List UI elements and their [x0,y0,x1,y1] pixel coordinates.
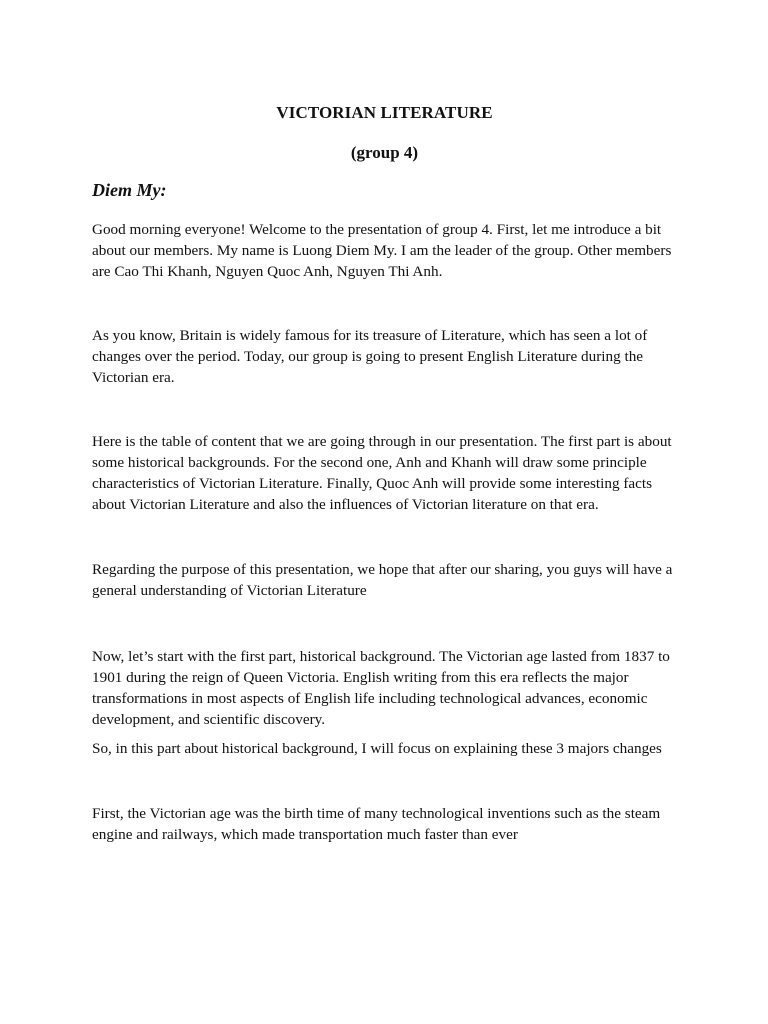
paragraph-context: As you know, Britain is widely famous for its treasure of Literature, which has seen a lot of changes over the period. Today, our group is going to present English Literature during the Victorian era. [92,327,648,386]
paragraph-purpose: Regarding the purpose of this presentation, we hope that after our sharing, you guys will have a general understanding of Victorian Literature [92,561,673,599]
document-subtitle: (group 4) [350,143,419,162]
document-title: VICTORIAN LITERATURE [276,103,493,122]
paragraph-table-of-contents: Here is the table of content that we are going through in our presentation. The first part is about some historical backgrounds. For the second one, Anh and Khanh will draw some principle characteristics of Victorian Literature. Finally, Quoc Anh will provide some interesting facts about Victorian Literature and also the influences of Victorian literature on that era. [92,433,672,513]
paragraph-focus: So, in this part about historical background, I will focus on explaining these 3 majors changes [92,740,662,757]
speaker-heading: Diem My: [92,180,167,200]
document-body [92,102,677,845]
paragraph-introduction: Good morning everyone! Welcome to the presentation of group 4. First, let me introduce a bit about our members. My name is Luong Diem My. I am the leader of the group. Other members are Cao Thi Khanh, Nguyen Quoc Anh, Nguyen Thi Anh. [92,221,672,280]
paragraph-historical-background: Now, let’s start with the first part, historical background. The Victorian age lasted from 1837 to 1901 during the reign of Queen Victoria. English writing from this era reflects the major transformations in most aspects of English life including technological advances, economic development, and scientific discovery. [92,648,670,728]
paragraph-technological-inventions: First, the Victorian age was the birth time of many technological inventions such as the steam engine and railways, which made transportation much faster than ever [92,805,661,843]
